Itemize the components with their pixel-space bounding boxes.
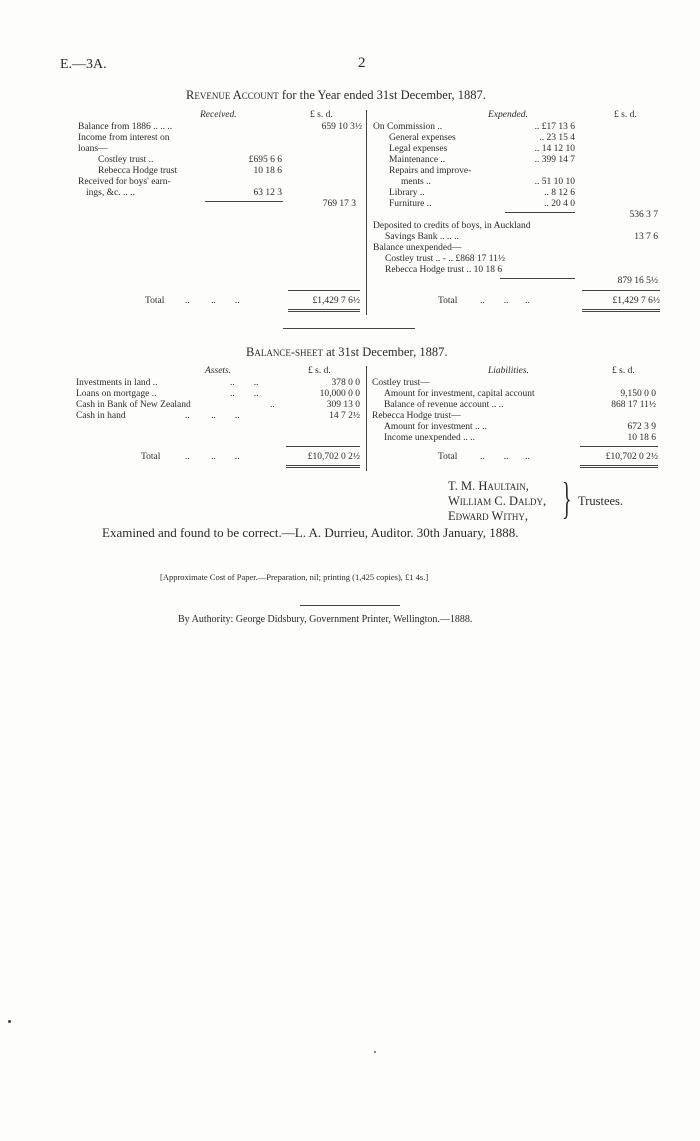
asset-2-dots: ..	[270, 400, 275, 410]
rev-right-2-amt: .. 14 12 10	[534, 144, 575, 154]
bal-right-total-rule	[580, 446, 658, 447]
liab-4: Amount for investment .. ..	[384, 422, 487, 432]
bal-left-total-rule	[286, 446, 360, 447]
rev-left-total-rule	[288, 290, 360, 291]
revenue-title	[186, 88, 486, 103]
bal-right-dbl-1	[580, 465, 658, 466]
liab-cur-head: £ s. d.	[612, 366, 635, 376]
trustee-3: Edward Withy,	[448, 509, 528, 523]
rev-right-total-rule	[582, 290, 660, 291]
liab-2: Balance of revenue account .. ..	[384, 400, 504, 410]
bal-total-right-dots: .. .. ..	[480, 452, 530, 462]
revenue-divider	[366, 110, 367, 315]
asset-0-dots: .. ..	[230, 378, 259, 388]
asset-0: Investments in land ..	[76, 378, 158, 388]
bal-total-right-label: Total	[438, 452, 458, 462]
rev-right-3-amt: .. 399 14 7	[534, 155, 575, 165]
rev-unexpended: Balance unexpended—	[373, 243, 462, 253]
asset-3-dots: .. .. ..	[185, 411, 240, 421]
bal-left-dbl-2	[286, 467, 360, 468]
rev-right-3: Maintenance ..	[389, 155, 446, 165]
rev-total-right-label: Total	[438, 296, 458, 306]
liab-3: Rebecca Hodge trust—	[372, 411, 461, 421]
rev-total-left: £1,429 7 6½	[312, 296, 360, 306]
imprint-rule	[300, 605, 400, 606]
rev-right-0-amt: .. £17 13 6	[534, 122, 575, 132]
assets-cur-head: £ s. d.	[308, 366, 331, 376]
asset-1: Loans on mortgage ..	[76, 389, 157, 399]
rev-right-dbl-1	[582, 309, 660, 310]
trustees-brace-icon: }	[562, 474, 572, 523]
rev-deposited-2: Savings Bank .. .. ..	[385, 232, 459, 242]
rev-left-6-sub: 63 12 3	[253, 188, 282, 198]
rev-deposited-amt: 13 7 6	[634, 232, 658, 242]
asset-3: Cash in hand	[76, 411, 126, 421]
balance-title-b: at 31st December, 1887.	[326, 345, 448, 359]
rev-right-6: Library ..	[389, 188, 425, 198]
trustee-1: T. M. Haultain,	[448, 479, 529, 493]
liab-5: Income unexpended .. ..	[384, 433, 476, 443]
rev-right-7: Furniture ..	[389, 199, 432, 209]
rev-right-5-amt: .. 51 10 10	[534, 177, 575, 187]
rev-right-5: ments ..	[401, 177, 431, 187]
revenue-right-cur-head: £ s. d.	[614, 110, 637, 120]
imprint: By Authority: George Didsbury, Government Printer, Wellington.—1888.	[178, 614, 473, 625]
revenue-left-cur-head: £ s. d.	[310, 110, 333, 120]
rev-total-left-label: Total	[145, 296, 165, 306]
balance-title	[246, 345, 447, 360]
asset-0-amt: 378 0 0	[331, 378, 360, 388]
liab-1: Amount for investment, capital account	[384, 389, 535, 399]
bal-right-dbl-2	[580, 467, 658, 468]
expended-head: Expended.	[488, 110, 528, 120]
asset-1-dots: .. ..	[230, 389, 259, 399]
bal-total-left-dots: .. .. ..	[185, 452, 240, 462]
asset-3-amt: 14 7 2½	[329, 411, 360, 421]
page-number: 2	[358, 55, 366, 71]
rev-unexpended-total: 879 16 5½	[617, 276, 658, 286]
auditor-statement: Examined and found to be correct.—L. A. Durrieu, Auditor. 30th January, 1888.	[102, 525, 519, 540]
stray-mark-2	[374, 1051, 376, 1053]
bal-total-right: £10,702 0 2½	[605, 452, 658, 462]
rev-left-3: Costley trust ..	[98, 155, 154, 165]
rev-total-right: £1,429 7 6½	[612, 296, 660, 306]
bal-left-dbl-1	[286, 465, 360, 466]
trustee-2: William C. Daldy,	[448, 494, 547, 508]
rev-left-6: ings, &c. .. ..	[86, 188, 135, 198]
asset-2-amt: 309 13 0	[326, 400, 360, 410]
rev-right-subtotal: 536 3 7	[629, 210, 658, 220]
asset-2: Cash in Bank of New Zealand	[76, 400, 191, 410]
rev-right-1-amt: .. 23 15 4	[539, 133, 575, 143]
rev-unexp-rule	[500, 278, 575, 279]
revenue-title-a: Revenue Account	[186, 88, 279, 102]
bal-total-left-label: Total	[141, 452, 161, 462]
liab-4-amt: 672 3 9	[627, 422, 656, 432]
rev-right-6-amt: .. 8 12 6	[544, 188, 575, 198]
rev-left-4-sub: 10 18 6	[253, 166, 282, 176]
rev-right-0: On Commission ..	[373, 122, 443, 132]
rev-left-0: Balance from 1886 .. .. ..	[78, 122, 173, 132]
rev-left-3-sub: £695 6 6	[248, 155, 282, 165]
balance-title-a: Balance-sheet	[246, 345, 323, 359]
rev-right-subrule	[505, 212, 575, 213]
rev-right-2: Legal expenses	[389, 144, 448, 154]
assets-head: Assets.	[205, 366, 232, 376]
rev-left-0-amt: 659 10 3½	[321, 122, 362, 132]
page-ref: E.—3A.	[60, 57, 107, 72]
bal-total-left: £10,702 0 2½	[307, 452, 360, 462]
rev-right-dbl-2	[582, 311, 660, 312]
cost-note: [Approximate Cost of Paper.—Preparation, nil; printing (1,425 copies), £1 4s.]	[160, 572, 429, 582]
rev-right-7-amt: .. 20 4 0	[544, 199, 575, 209]
revenue-title-b: for the Year ended 31st December, 1887.	[281, 88, 486, 102]
liab-5-amt: 10 18 6	[627, 433, 656, 443]
stray-mark-1	[8, 1020, 11, 1023]
liab-head: Liabilities.	[488, 366, 529, 376]
trustees-label: Trustees.	[578, 494, 624, 508]
rev-deposited-1: Deposited to credits of boys, in Auckland	[373, 221, 531, 231]
received-head: Received.	[200, 110, 237, 120]
rev-left-dbl-1	[288, 309, 360, 310]
liab-1-amt: 9,150 0 0	[620, 389, 656, 399]
rev-left-dbl-2	[288, 311, 360, 312]
rev-total-left-dots: .. .. ..	[185, 296, 240, 306]
rev-total-right-dots: .. .. ..	[480, 296, 530, 306]
rev-hodge: Rebecca Hodge trust .. 10 18 6	[385, 265, 503, 275]
liab-2-amt: 868 17 11½	[611, 400, 656, 410]
rev-left-5: Received for boys' earn-	[78, 177, 171, 187]
rev-costley: Costley trust .. - .. £868 17 11½	[385, 254, 505, 264]
rev-left-2: loans—	[78, 144, 108, 154]
liab-0: Costley trust—	[372, 378, 430, 388]
section-separator	[283, 328, 415, 329]
rev-right-1: General expenses	[389, 133, 456, 143]
rev-left-1: Income from interest on	[78, 133, 170, 143]
rev-left-subtotal: 769 17 3	[322, 199, 356, 209]
rev-left-subrule	[205, 201, 283, 202]
balance-divider	[366, 366, 367, 471]
rev-right-4: Repairs and improve-	[389, 166, 472, 176]
rev-left-4: Rebecca Hodge trust	[98, 166, 178, 176]
asset-1-amt: 10,000 0 0	[319, 389, 360, 399]
